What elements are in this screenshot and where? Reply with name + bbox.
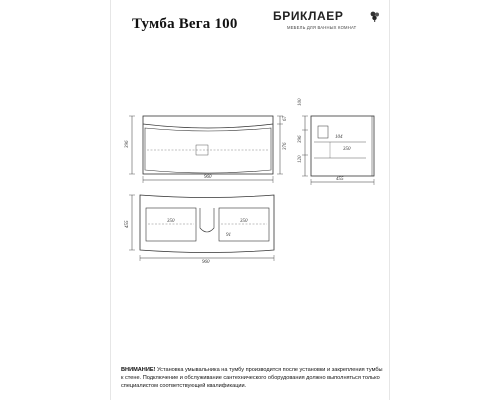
- front-height-label: 396: [125, 140, 130, 148]
- side-body: [311, 116, 374, 176]
- top-left-drawer-label: 350: [167, 219, 175, 224]
- side-siphon-box: [318, 126, 328, 138]
- side-depth-label: 455: [336, 177, 344, 182]
- front-top-label: 67: [283, 116, 288, 121]
- front-basin-curve: [143, 124, 273, 128]
- top-outline: [140, 195, 274, 253]
- top-left-drawer: [146, 208, 196, 241]
- side-view: [302, 116, 374, 185]
- top-siphon-cutout: [200, 208, 214, 232]
- side-bottom-label: 120: [298, 155, 303, 163]
- installation-notice: [121, 367, 383, 390]
- notice-label: ВНИМАНИЕ!: [121, 367, 156, 373]
- side-mid-label: 396: [298, 135, 303, 143]
- notice-text: Установка умывальника на тумбу производится после установки и закрепления тумбы к стене. Подключение и обслуживание сантехнического оборудования должно выполняться только специалистом соответствующей квалификации.: [121, 367, 383, 389]
- top-view: [129, 195, 274, 261]
- side-small-label: 104: [335, 135, 343, 140]
- front-view: [129, 116, 283, 183]
- front-inner-label: 376: [283, 142, 288, 150]
- brand-tagline: МЕБЕЛЬ ДЛЯ ВАННЫХ КОМНАТ: [287, 25, 357, 30]
- top-depth-label: 455: [125, 220, 130, 228]
- top-right-drawer-label: 350: [240, 219, 248, 224]
- side-top-label: 100: [298, 98, 303, 106]
- top-cutout-label: 91: [226, 233, 231, 238]
- product-title: Тумба Вега 100: [132, 16, 238, 32]
- side-inner-depth-label: 350: [343, 147, 351, 152]
- front-width-label: 960: [204, 175, 212, 180]
- brand-name: БРИКЛАЕР: [273, 9, 344, 23]
- top-width-label: 960: [202, 260, 210, 265]
